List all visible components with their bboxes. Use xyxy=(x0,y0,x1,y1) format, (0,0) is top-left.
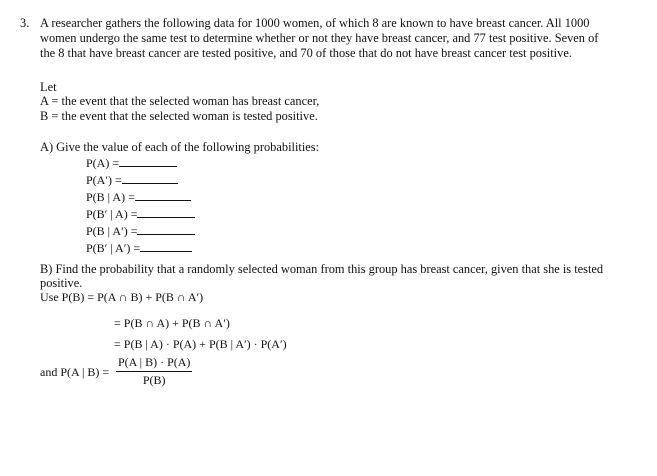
bayes-fraction xyxy=(116,355,192,388)
probability-item xyxy=(86,173,178,188)
fraction-numerator: P(A | B) · P(A) xyxy=(116,355,192,372)
fraction-denominator: P(B) xyxy=(142,373,166,387)
intro-line-3: the 8 that have breast cancer are tested positive, and 70 of those that do not have breast cancer test positive. xyxy=(40,46,572,60)
event-b-definition: B = the event that the selected woman is tested positive. xyxy=(40,109,318,123)
intro-line-2: women undergo the same test to determine whether or not they have breast cancer, and 77 test positive. Seven of xyxy=(40,31,599,45)
probability-item xyxy=(86,241,192,256)
formula-line-2: = P(B ∩ A) + P(B ∩ A′) xyxy=(114,316,230,330)
probability-label: P(A′) = xyxy=(86,173,122,187)
formula-line-3: = P(B | A) · P(A) + P(B | A′) · P(A′) xyxy=(114,337,287,351)
probability-label: P(A) = xyxy=(86,156,120,170)
problem-number: 3. xyxy=(20,16,30,30)
probability-label: P(B | A′) = xyxy=(86,224,138,238)
probability-label: P(B′ | A′) = xyxy=(86,241,141,255)
answer-blank[interactable] xyxy=(119,165,177,167)
probability-item xyxy=(86,156,177,171)
answer-blank[interactable] xyxy=(140,250,192,252)
answer-blank[interactable] xyxy=(135,199,191,201)
probability-item xyxy=(86,207,195,222)
part-b-prompt-line-2: positive. xyxy=(40,276,83,290)
answer-blank[interactable] xyxy=(122,182,178,184)
probability-item xyxy=(86,224,195,239)
let-label: Let xyxy=(40,80,57,94)
probability-label: P(B | A) = xyxy=(86,190,135,204)
probability-label: P(B′ | A) = xyxy=(86,207,138,221)
part-a-prompt: A) Give the value of each of the following probabilities: xyxy=(40,140,320,154)
use-formula-line: Use P(B) = P(A ∩ B) + P(B ∩ A′) xyxy=(40,290,204,304)
intro-line-1: A researcher gathers the following data for 1000 women, of which 8 are known to have breast cancer. All 1000 xyxy=(40,16,590,30)
and-label: and P(A | B) = xyxy=(40,365,110,379)
event-a-definition: A = the event that the selected woman has breast cancer, xyxy=(40,94,320,108)
probability-item xyxy=(86,190,191,205)
answer-blank[interactable] xyxy=(137,233,195,235)
part-b-prompt-line-1: B) Find the probability that a randomly selected woman from this group has breast cancer, given that she is tested xyxy=(40,262,604,276)
answer-blank[interactable] xyxy=(137,216,195,218)
